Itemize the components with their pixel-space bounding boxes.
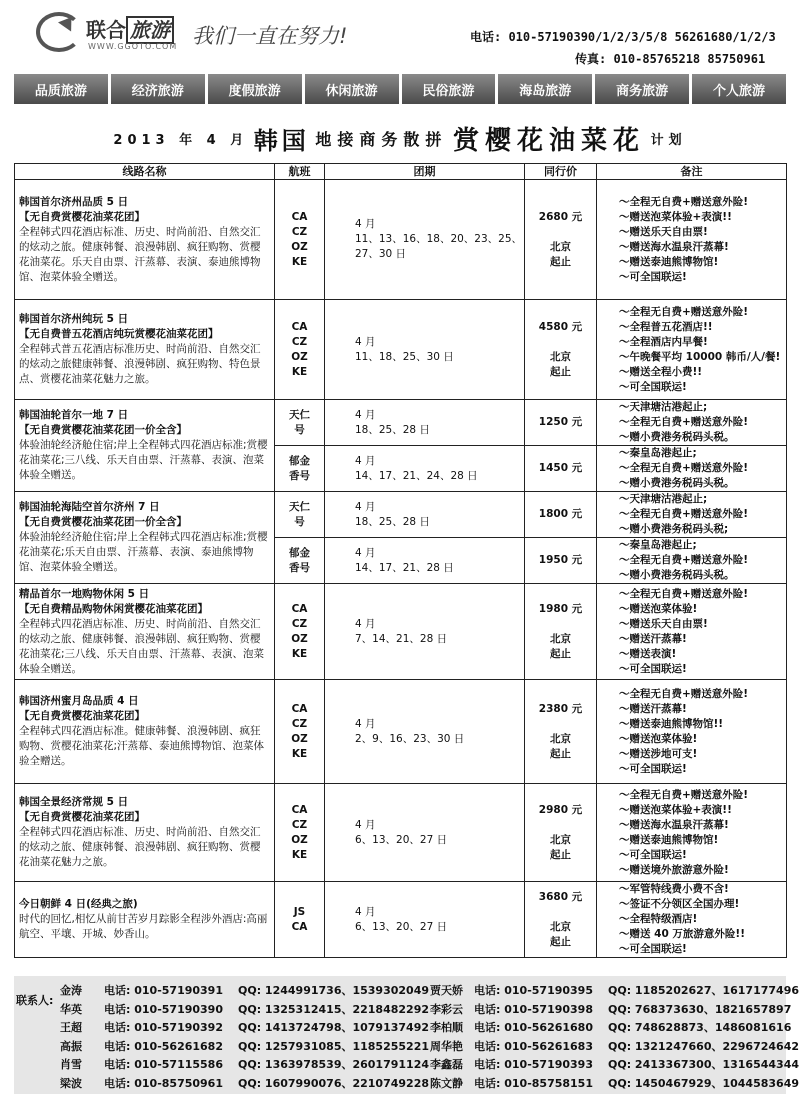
flight-code: KE [291,848,308,861]
date-line: 11、18、25、30 日 [355,350,454,363]
route-description: 体验油轮经济舱住宿;岸上全程韩式四花酒店标准;赏樱花油菜花;乐天自由票、汗蒸幕、表演、泰迪熊博物馆、泡菜体验全赠送。 [19,531,268,573]
table-row [15,400,787,446]
price-line [525,617,596,632]
date-line: 4 月 [355,454,376,467]
note-line: ～可全国联运! [619,380,687,393]
note-line: ～秦皇岛港起止; [619,447,697,459]
price-line: 2680 元 [538,210,583,223]
flight-cell: 郁金香号 [275,446,325,492]
note-line: ～天津塘沽港起止; [619,493,708,505]
note-line: ～全程无自费+赠送意外险! [619,554,749,566]
contact-phone: 电话: 010-57190398 [474,1002,593,1016]
route-cell [15,492,275,584]
flight-code: OZ [291,350,308,363]
contact-phone: 电话: 010-57190390 [104,1002,223,1016]
note-line: ～军管特线费小费不含! [619,883,729,895]
route-subtitle: 【无自费赏樱花油菜花团】 [19,210,145,223]
note-line: ～签证不分领区全国办理! [619,898,740,910]
note-line: ～赠送海水温泉汗蒸幕! [619,240,729,253]
note-line: ～赠送泡菜体验! [619,602,698,615]
title-type: 地接商务散拼 [315,130,448,149]
route-subtitle: 【无自费精品购物休闲赏樱花油菜花团】 [19,602,208,615]
route-subtitle: 【无自费赏樱花油菜花团一价全含】 [19,424,187,436]
header-route: 线路名称 [15,164,275,180]
contact-qq: QQ: 1257931085、1185255221 [238,1039,430,1053]
note-line: ～赠送海水温泉汗蒸幕! [619,818,729,831]
flight-code: CZ [291,335,308,348]
contact-name: 周华艳 [430,1039,463,1053]
price-line [525,717,596,732]
contact-name: 李彩云 [430,1002,463,1016]
route-subtitle: 【无自费赏樱花油菜花团】 [19,710,145,722]
table-row [15,492,787,538]
price-cell [525,784,597,882]
dates-cell [325,300,525,400]
note-line: ～赠送表演! [619,647,677,660]
contact-name: 陈文静 [430,1076,463,1090]
note-line: ～赠送汗蒸幕! [619,632,687,645]
dates-cell [325,680,525,784]
contact-name: 梁波 [60,1076,82,1090]
price-line: 北京 [550,920,571,933]
date-line: 6、13、20、27 日 [355,833,448,846]
nav-item[interactable]: 度假旅游 [208,74,305,104]
price-line: 起止 [550,365,571,378]
contact-phone: 电话: 010-57190392 [104,1021,223,1034]
table-row [15,882,787,958]
route-description: 全程韩式普五花酒店标准历史、时尚前沿、自然交汇的炫动之旅健康韩餐、浪漫韩剧、疯狂购物、特色景点、赏樱花油菜花魅力之旅。 [19,343,261,385]
route-cell [15,584,275,680]
flight-code: KE [291,747,308,760]
flight-code: CA [291,210,308,223]
date-line: 4 月 [355,905,376,918]
flight-code: KE [291,647,308,660]
dates-cell [325,882,525,958]
date-line: 4 月 [355,218,376,230]
flight-cell [275,584,325,680]
contact-qq: QQ: 2413367300、1316544344 [608,1058,800,1071]
contact-name: 李鑫磊 [430,1058,463,1071]
table-row [15,300,787,400]
note-line: ～可全国联运! [619,270,687,283]
logo-url: WWW.GGOTO.COM [88,42,178,51]
dates-cell [325,584,525,680]
price-cell [525,680,597,784]
note-line: ～全程普五花酒店!! [619,320,713,333]
note-line: ～可全国联运! [619,943,687,955]
flight-code: OZ [291,732,308,745]
note-line: ～全程无自费+赠送意外险! [619,508,749,520]
note-line: ～全程无自费+赠送意外险! [619,305,749,318]
route-description: 全程韩式四花酒店标准、历史、时尚前沿、自然交汇的炫动之旅。健康韩餐、浪漫韩剧、疯狂购物、赏樱花油菜花。乐天自由票、汗蒸幕、表演、泰迪熊博物馆、泡菜体验全赠送。 [19,225,261,283]
note-line: ～赠送全程小费!! [619,365,703,378]
dates-cell [325,784,525,882]
route-title: 韩国首尔济州品质 5 日 [19,195,129,208]
header-phone: 电话: 010-57190390/1/2/3/5/8 56261680/1/2/3 [470,30,776,44]
note-line: ～全程无自费+赠送意外险! [619,462,749,474]
contact-qq: QQ: 1185202627、1617177496 [608,984,800,997]
logo-icon [36,12,82,52]
nav-item[interactable]: 休闲旅游 [305,74,402,104]
contact-phone: 电话: 010-57190395 [474,984,593,997]
note-line: ～全程酒店内早餐! [619,335,708,348]
price-cell: 1800 元 [525,492,597,538]
note-line: ～秦皇岛港起止; [619,539,697,551]
price-line: 北京 [550,240,571,253]
contact-phone: 电话: 010-85750961 [104,1076,223,1090]
note-line: ～全程特级酒店! [619,913,698,925]
flight-code: OZ [291,833,308,846]
route-cell [15,882,275,958]
date-line: 4 月 [355,546,376,559]
header-price: 同行价 [525,164,597,180]
flight-cell [275,180,325,300]
note-line: ～赠小费港务税码头税。 [619,477,735,489]
contact-name: 李柏顺 [430,1021,463,1034]
price-line: 起止 [550,255,571,268]
flight-code: CA [291,320,308,333]
route-title: 韩国济州蜜月岛品质 4 日 [19,695,139,707]
contact-name: 贾天娇 [430,984,463,997]
note-line: ～全程无自费+赠送意外险! [619,788,749,801]
note-line: ～赠送泡菜体验+表演!! [619,803,732,816]
contact-phone: 电话: 010-57115586 [104,1058,223,1071]
date-line: 7、14、21、28 日 [355,632,448,645]
flight-code: CZ [291,225,308,238]
notes-cell [597,400,787,446]
dates-cell [325,400,525,446]
table-header-row [15,164,787,180]
date-line: 18、25、28 日 [355,423,430,436]
note-line: ～赠送泰迪熊博物馆! [619,255,719,268]
note-line: ～赠送泰迪熊博物馆!! [619,717,724,730]
price-line: 起止 [550,848,571,861]
note-line: ～赠送 40 万旅游意外险!! [619,928,745,940]
date-line: 18、25、28 日 [355,515,430,528]
contact-phone: 电话: 010-56261680 [474,1021,593,1034]
price-cell [525,180,597,300]
nav-item[interactable]: 海岛旅游 [498,74,595,104]
nav-item[interactable]: 民俗旅游 [402,74,499,104]
price-cell [525,584,597,680]
notes-cell [597,784,787,882]
price-line: 4580 元 [538,320,583,333]
date-line: 11、13、16、18、20、23、25、 [355,233,523,245]
date-line: 4 月 [355,818,376,831]
date-line: 4 月 [355,335,376,348]
price-line: 2980 元 [538,803,583,816]
note-line: ～赠送乐天自由票! [619,617,708,630]
flight-code: CZ [291,818,308,831]
header-flight: 航班 [275,164,325,180]
price-line: 北京 [550,350,571,363]
logo-text: 联合 旅游 [86,14,174,43]
flight-code: CZ [291,717,308,730]
date-line: 2、9、16、23、30 日 [355,732,465,745]
route-title: 今日朝鲜 4 日(经典之旅) [19,898,138,910]
page-header [0,0,800,70]
contact-name: 肖雪 [60,1058,82,1071]
contact-qq: QQ: 748628873、1486081616 [608,1021,792,1034]
note-line: ～全程无自费+赠送意外险! [619,687,749,700]
contact-phone: 电话: 010-56261682 [104,1039,223,1053]
notes-cell [597,492,787,538]
table-row [15,680,787,784]
note-line: ～赠送泡菜体验! [619,732,698,745]
route-title: 韩国油轮海陆空首尔济州 7 日 [19,501,160,513]
header-dates: 团期 [325,164,525,180]
flight-cell: 天仁号 [275,400,325,446]
notes-cell [597,446,787,492]
contacts-panel [14,976,800,1094]
flight-cell [275,784,325,882]
price-line: 北京 [550,732,571,745]
date-line: 4 月 [355,500,376,513]
note-line: ～赠送境外旅游意外险! [619,863,729,876]
table-row [15,784,787,882]
route-description: 全程韩式四花酒店标准、历史、时尚前沿、自然交汇的炫动之旅、健康韩餐、浪漫韩剧、疯狂购物、赏樱花油菜花魅力之旅。 [19,826,261,868]
contact-phone: 电话: 010-57190393 [474,1058,593,1071]
category-nav [14,74,786,104]
date-line: 4 月 [355,408,376,421]
header-fax: 传真: 010-85765218 85750961 [575,52,766,66]
nav-item[interactable]: 品质旅游 [14,74,111,104]
contact-name: 高振 [60,1039,82,1053]
contact-name: 华英 [60,1002,82,1016]
dates-cell [325,446,525,492]
route-cell [15,400,275,492]
route-subtitle: 【无自费赏樱花油菜花团】 [19,811,145,823]
route-title: 韩国油轮首尔一地 7 日 [19,409,129,421]
table-row [15,584,787,680]
contact-qq: QQ: 1321247660、2296724642 [608,1039,800,1053]
flight-code: CA [291,702,308,715]
route-description: 体验油轮经济舱住宿;岸上全程韩式四花酒店标准;赏樱花油菜花;三八线、乐天自由票、汗蒸幕、表演、泡菜体验全赠送。 [19,439,268,481]
notes-cell [597,180,787,300]
price-line: 起止 [550,935,571,948]
price-cell: 1950 元 [525,538,597,584]
contact-phone: 电话: 010-57190391 [104,984,223,997]
note-line: ～赠送汗蒸幕! [619,702,687,715]
flight-cell [275,680,325,784]
note-line: ～赠送泰迪熊博物馆! [619,833,719,846]
price-line: 2380 元 [538,702,583,715]
price-cell: 1450 元 [525,446,597,492]
note-line: ～午晚餐平均 10000 韩币/人/餐! [619,350,781,363]
note-line: ～赠小费港务税码头税。 [619,431,735,443]
date-line: 6、13、20、27 日 [355,920,448,933]
flight-cell: 天仁号 [275,492,325,538]
flight-code: JS [293,905,306,918]
price-line [525,818,596,833]
title-suffix: 计划 [650,133,687,148]
contact-name: 金涛 [60,984,82,997]
notes-cell [597,680,787,784]
price-cell: 1250 元 [525,400,597,446]
note-line: ～天津塘沽港起止; [619,401,708,413]
flight-cell [275,300,325,400]
price-line [525,335,596,350]
flight-cell: 郁金香号 [275,538,325,584]
price-line [525,225,596,240]
nav-item[interactable]: 商务旅游 [595,74,692,104]
header-notes: 备注 [597,164,787,180]
note-line: ～可全国联运! [619,848,687,861]
nav-item[interactable]: 个人旅游 [692,74,786,104]
price-line: 3680 元 [538,890,583,903]
route-cell [15,300,275,400]
contact-name: 王超 [60,1021,82,1034]
route-cell [15,680,275,784]
note-line: ～可全国联运! [619,662,687,675]
price-line: 1980 元 [538,602,583,615]
price-line [525,905,596,920]
contact-qq: QQ: 1450467929、1044583649 [608,1076,800,1090]
note-line: ～赠小费港务税码头税。 [619,569,735,581]
title-date: 2013 年 4 月 [113,133,249,148]
contact-qq: QQ: 1325312415、2218482292 [238,1002,430,1016]
route-description: 全程韩式四花酒店标准。健康韩餐、浪漫韩剧、疯狂购物、赏樱花油菜花;汗蒸幕、泰迪熊博物馆、泡菜体验全赠送。 [19,725,265,767]
flight-code: OZ [291,240,308,253]
title-theme: 赏樱花油菜花 [452,126,645,156]
contact-qq: QQ: 1607990076、2210749228 [238,1076,430,1090]
flight-code: KE [291,255,308,268]
contacts-label: 联系人: [16,994,54,1007]
notes-cell [597,584,787,680]
title-country: 韩国 [253,127,310,155]
date-line: 27、30 日 [355,248,407,260]
contact-phone: 电话: 010-85758151 [474,1076,593,1090]
dates-cell [325,492,525,538]
dates-cell [325,538,525,584]
route-description: 时代的回忆,相忆从前甘苦岁月踪影全程涉外酒店:高丽航空、平壤、开城、妙香山。 [19,913,268,940]
note-line: ～赠小费港务税码头税; [619,523,729,535]
note-line: ～赠送泡菜体验+表演!! [619,210,732,223]
date-line: 14、17、21、28 日 [355,561,454,574]
contact-qq: QQ: 1413724798、1079137492 [238,1021,430,1034]
date-line: 14、17、21、24、28 日 [355,469,478,482]
notes-cell [597,300,787,400]
route-title: 韩国首尔济州纯玩 5 日 [19,313,129,325]
flight-code: CA [291,602,308,615]
flight-code: CA [291,920,308,933]
flight-code: CZ [291,617,308,630]
route-description: 全程韩式四花酒店标准、历史、时尚前沿、自然交汇的炫动之旅、健康韩餐、浪漫韩剧、疯狂购物、赏樱花油菜花;三八线、乐天自由票、汗蒸幕、表演、泡菜体验全赠送。 [19,617,265,675]
price-line: 起止 [550,647,571,660]
note-line: ～赠送涉地可支! [619,747,698,760]
note-line: ～全程无自费+赠送意外险! [619,195,749,208]
contact-qq: QQ: 1244991736、1539302049 [238,984,430,997]
flight-cell [275,882,325,958]
note-line: ～赠送乐天自由票! [619,225,708,238]
date-line: 4 月 [355,717,376,730]
flight-code: KE [291,365,308,378]
contact-phone: 电话: 010-56261683 [474,1039,593,1053]
table-row [15,180,787,300]
route-title: 韩国全景经济常规 5 日 [19,796,129,808]
route-cell [15,784,275,882]
route-subtitle: 【无自费普五花酒店纯玩赏樱花油菜花团】 [19,328,219,340]
route-title: 精品首尔一地购物休闲 5 日 [19,587,150,600]
route-subtitle: 【无自费赏樱花油菜花团一价全含】 [19,516,187,528]
price-cell [525,300,597,400]
dates-cell [325,180,525,300]
tour-table [14,163,787,958]
note-line: ～可全国联运! [619,762,687,775]
contact-qq: QQ: 768373630、1821657897 [608,1002,792,1016]
note-line: ～全程无自费+赠送意外险! [619,587,749,600]
price-line: 起止 [550,747,571,760]
flight-code: CA [291,803,308,816]
nav-item[interactable]: 经济旅游 [111,74,208,104]
route-cell [15,180,275,300]
flight-code: OZ [291,632,308,645]
price-line: 北京 [550,632,571,645]
price-line: 北京 [550,833,571,846]
notes-cell [597,882,787,958]
notes-cell [597,538,787,584]
price-cell [525,882,597,958]
contact-qq: QQ: 1363978539、2601791124 [238,1058,430,1071]
slogan: 我们一直在努力! [192,24,348,48]
note-line: ～全程无自费+赠送意外险! [619,416,749,428]
date-line: 4 月 [355,617,376,630]
page-title [0,120,800,157]
